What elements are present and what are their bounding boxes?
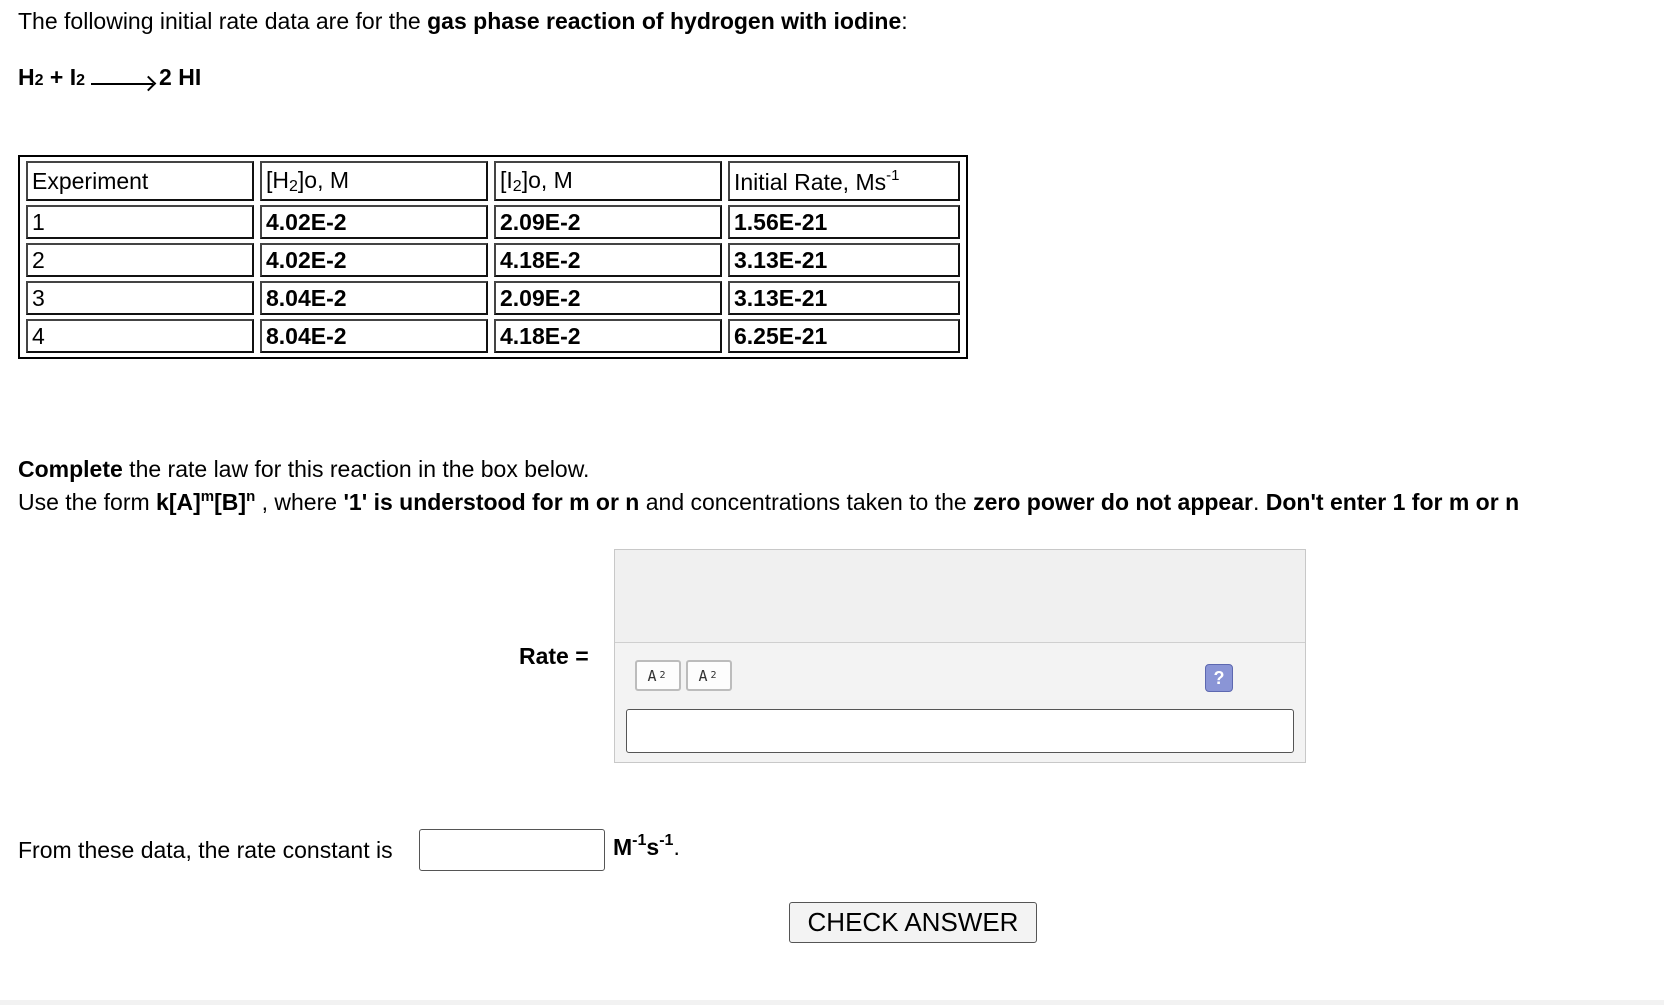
intro-bold: gas phase reaction of hydrogen with iodine	[427, 8, 902, 34]
intro-text	[18, 8, 908, 35]
reaction-arrow-icon	[91, 83, 153, 85]
header-initial-rate: Initial Rate, $Ms^{-1}$	[728, 161, 960, 201]
editor-preview-area	[615, 550, 1305, 643]
experiment-number: 4	[26, 319, 254, 353]
initial-rate: 1.56E-21	[728, 205, 960, 239]
header-i2-concentration: $[I_2]o$, M	[494, 161, 722, 201]
table-row	[26, 205, 960, 239]
reactant-h: H	[18, 64, 35, 90]
intro-prefix: The following initial rate data are for the	[18, 8, 428, 34]
experiment-number: 3	[26, 281, 254, 315]
table-header-row	[26, 161, 960, 201]
rate-constant-label: From these data, the rate constant is	[18, 837, 393, 863]
table-row	[26, 243, 960, 277]
reactant-h-subscript: 2	[34, 72, 44, 89]
i2-concentration: 2.09E-2	[494, 205, 722, 239]
h2-concentration: 8.04E-2	[260, 281, 488, 315]
table-row	[26, 319, 960, 353]
subscript-button[interactable]: A 2	[635, 660, 681, 691]
reactant-i: I	[69, 64, 77, 90]
initial-rate: 3.13E-21	[728, 281, 960, 315]
experiment-number: 2	[26, 243, 254, 277]
experiment-number: 1	[26, 205, 254, 239]
header-experiment: Experiment	[26, 161, 254, 201]
header-h2-concentration: $[H_2]o$, M	[260, 161, 488, 201]
plus-sign: +	[43, 64, 70, 90]
superscript-button[interactable]: A 2	[686, 660, 732, 691]
instruction-line-2: Use the form $k[A]^m[B]^n$ , where '1' is understood for m or n and concentrations taken to the zero power do not appear. Don't enter 1 for m or n	[18, 488, 1520, 515]
reactant-i-subscript: 2	[76, 72, 86, 89]
i2-concentration: 4.18E-2	[494, 319, 722, 353]
rate-constant-units: $M^{-1}s^{-1}$.	[613, 832, 680, 860]
h2-concentration: 4.02E-2	[260, 205, 488, 239]
rate-constant-input[interactable]	[419, 829, 605, 871]
initial-rate: 3.13E-21	[728, 243, 960, 277]
table-row	[26, 281, 960, 315]
intro-suffix: :	[901, 8, 908, 34]
rate-law-input[interactable]	[626, 709, 1294, 753]
help-icon[interactable]: ?	[1205, 664, 1233, 692]
reaction-equation	[18, 64, 201, 92]
page-bottom-divider	[0, 1000, 1664, 1005]
product: 2 HI	[159, 64, 202, 90]
instructions	[18, 453, 1519, 519]
rate-data-table	[18, 155, 968, 359]
i2-concentration: 2.09E-2	[494, 281, 722, 315]
h2-concentration: 8.04E-2	[260, 319, 488, 353]
rate-label: Rate =	[519, 643, 589, 669]
rate-law-editor	[614, 549, 1306, 763]
check-answer-button[interactable]: CHECK ANSWER	[789, 902, 1037, 943]
i2-concentration: 4.18E-2	[494, 243, 722, 277]
h2-concentration: 4.02E-2	[260, 243, 488, 277]
initial-rate: 6.25E-21	[728, 319, 960, 353]
instruction-line-1: Complete the rate law for this reaction in the box below.	[18, 456, 590, 482]
